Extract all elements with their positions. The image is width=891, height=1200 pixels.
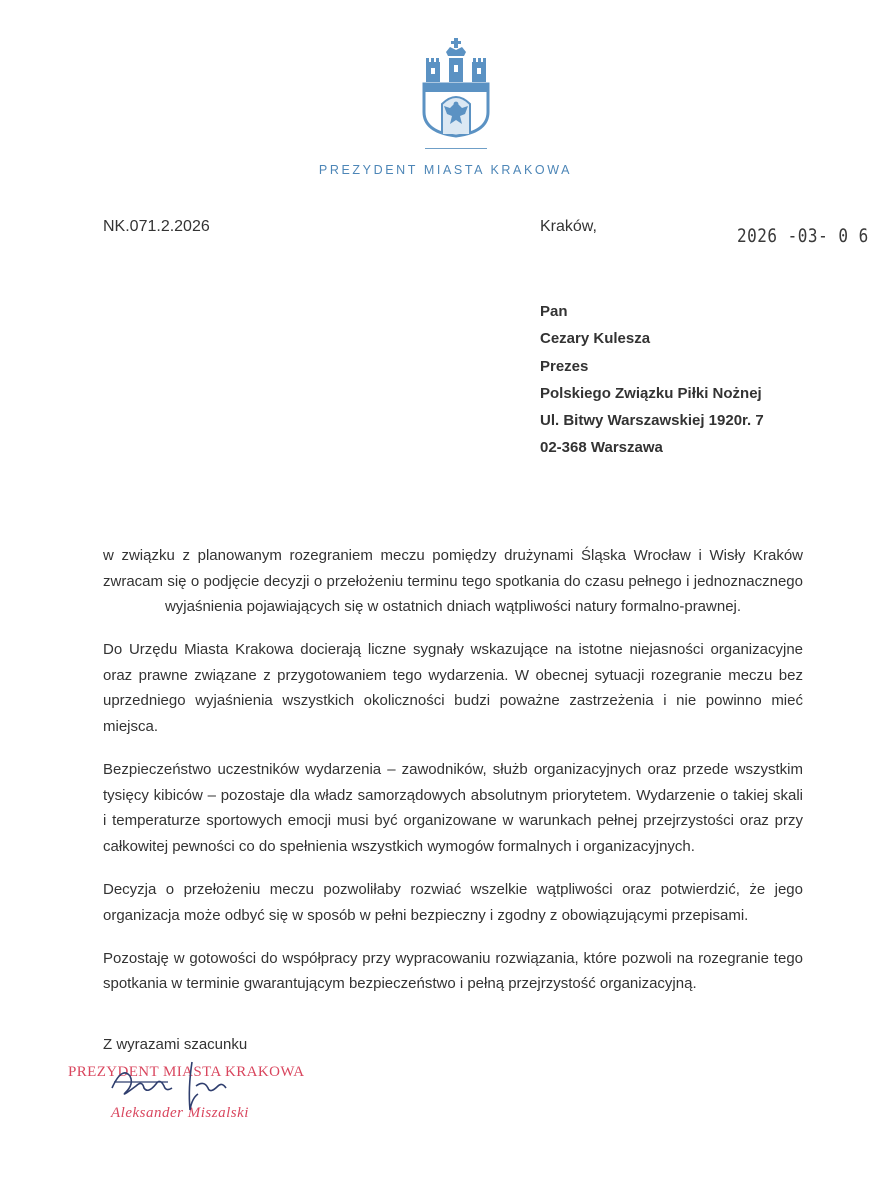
- krakow-crest-icon: [420, 38, 492, 138]
- recipient-street: Ul. Bitwy Warszawskiej 1920r. 7: [540, 412, 764, 430]
- handwritten-signature: [108, 1058, 248, 1118]
- body-paragraph: Bezpieczeństwo uczestników wydarzenia – zawodników, służb organizacyjnych oraz przede wszystkim tysięcy kibiców – pozostaje dla władz samorządowych absolutnym priorytetem. Wydarzenie o takiej skali i temperaturze sportowych emocji musi być organizowane w warunkach pełnej przejrzystości oraz przy całkowitej pewności co do spełnienia wszystkich wymogów formalnych i organizacyjnych.: [103, 761, 803, 855]
- stamp-name: Aleksander Miszalski: [111, 1105, 249, 1121]
- recipient-address: [540, 298, 764, 462]
- body-paragraph: Pozostaję w gotowości do współpracy przy wypracowaniu rozwiązania, które pozwoli na rozegranie tego spotkania w terminie gwarantującym bezpieczeństwo i pełną przejrzystość organizacyjną.: [103, 949, 803, 993]
- recipient-position: Prezes: [540, 357, 589, 375]
- body-paragraph: Decyzja o przełożeniu meczu pozwoliłaby rozwiać wszelkie wątpliwości oraz potwierdzić, że jego organizacja może odbyć się w sposób w pełni bezpieczny i zgodny z obowiązującymi przepisami.: [103, 881, 803, 924]
- letterhead-title: PREZYDENT MIASTA KRAKOWA: [318, 163, 573, 177]
- recipient-title: Pan: [540, 303, 568, 320]
- reference-number: NK.071.2.2026: [103, 218, 210, 235]
- header-divider: [425, 148, 487, 149]
- stamp-title: PREZYDENT MIASTA KRAKOWA: [68, 1064, 305, 1080]
- place-label: Kraków,: [540, 218, 597, 235]
- recipient-organization: Polskiego Związku Piłki Nożnej: [540, 384, 762, 402]
- date-stamp: 2026 -03- 0 6: [737, 224, 869, 247]
- recipient-name: Cezary Kulesza: [540, 330, 651, 348]
- closing-salutation: Z wyrazami szacunku: [103, 1036, 248, 1053]
- letter-body: [103, 543, 803, 1014]
- body-paragraph: w związku z planowanym rozegraniem meczu pomiędzy drużynami Śląska Wrocław i Wisły Kraków zwracam się o podjęcie decyzji o przełożeniu terminu tego spotkania do czasu pełnego i jednoznacznego wyjaśnienia pojawiających się w ostatnich dniach wątpliwości natury formalno-prawnej.: [103, 547, 803, 616]
- recipient-city: 02-368 Warszawa: [540, 439, 663, 457]
- body-paragraph: Do Urzędu Miasta Krakowa docierają liczne sygnały wskazujące na istotne niejasności organizacyjne oraz prawne związane z przygotowaniem tego wydarzenia. W obecnej sytuacji rozegranie meczu bez uprzedniego wyjaśnienia wszystkich okoliczności budzi poważne zastrzeżenia i nie powinno mieć miejsca.: [103, 641, 803, 736]
